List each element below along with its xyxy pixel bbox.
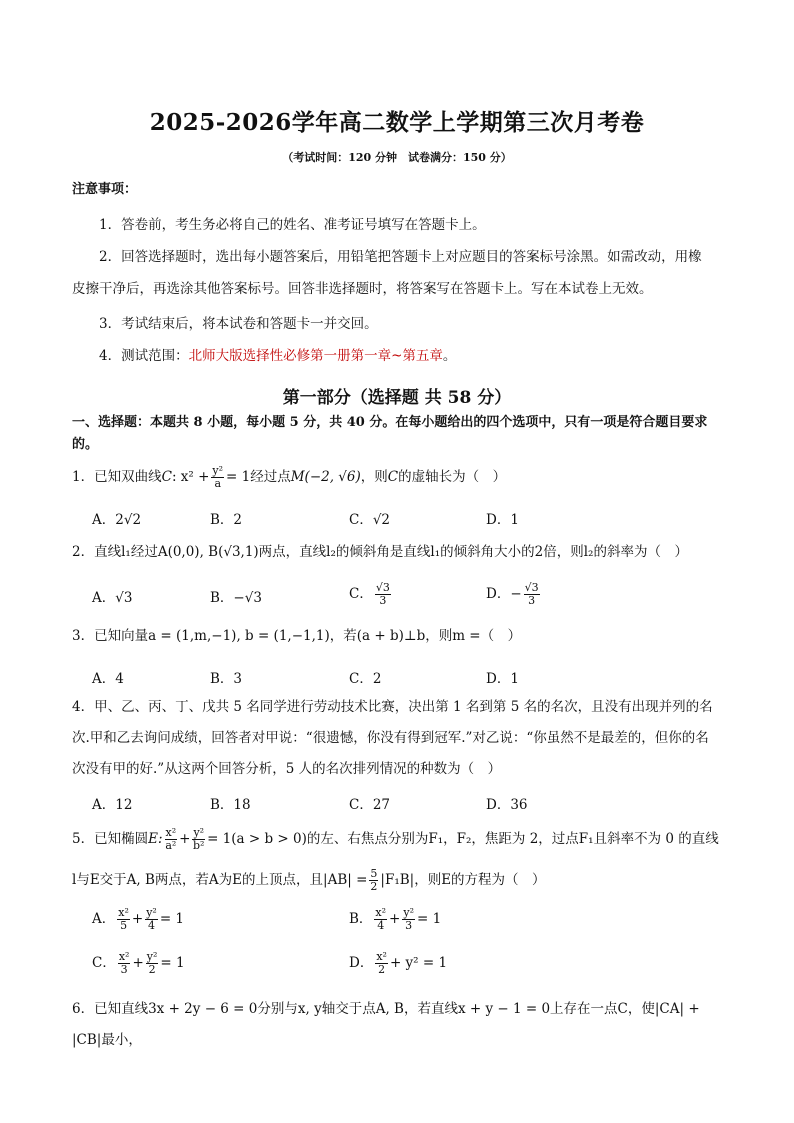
q2-option-c-num: √3 [375,581,390,594]
q2-option-c[interactable] [349,582,393,607]
q5-b-frac-1 [374,907,387,932]
q5-b-d1: 4 [377,919,385,932]
q5-frac-1-num: x² [165,826,177,839]
q3-option-a[interactable]: A．4 [92,671,124,687]
q5-text-b: E: [148,831,163,847]
q2-option-d-fraction [524,582,540,607]
q1-frac-den: a [214,477,221,490]
q1-text-g: C [387,469,399,485]
q5-frac-2-den: b² [193,839,205,852]
q1-text-b: C [161,469,172,485]
note-4-range: 北师大版选择性必修第一册第一章~第五章 [188,348,443,364]
q5-d-label: D． [349,955,374,971]
q1-text-f: ，则 [360,469,388,485]
q5-line2-fraction [369,868,378,893]
q5-c-n2: y² [146,950,158,963]
q2-option-c-fraction [375,582,391,607]
q4-option-d[interactable]: D．36 [486,797,528,813]
q5-b-n2: y² [403,906,414,919]
q5-a-d2: 4 [148,919,155,932]
q5-line2-a: l与E交于A, B两点，若A为E的上顶点，且|AB| = [72,872,368,888]
q5-frac-2-num: y² [193,826,205,839]
q5-frac-2 [192,827,205,852]
q5-a-label: A． [92,911,116,927]
q1-option-c[interactable]: C．√2 [349,512,391,528]
note-3: 3．考试结束后，将本试卷和答题卡一并交回。 [99,316,378,332]
question-6: 6．已知直线3x + 2y − 6 = 0分别与x, y轴交于点A, B，若直线x + y − 1 = 0上存在一点C，使|CA| + |CB|最小， [72,1001,700,1048]
q2-option-d[interactable] [486,582,542,607]
q1-option-b[interactable]: B．2 [210,512,243,528]
q5-b-d2: 3 [405,919,413,932]
exam-subtitle: （考试时间：120 分钟 试卷满分：150 分） [282,151,512,164]
q5-a-tail: = 1 [159,911,185,927]
q2-option-c-den: 3 [379,594,387,607]
q3-option-b[interactable]: B．3 [210,671,243,687]
q5-c-d2: 2 [148,963,156,976]
q5-b-tail: = 1 [416,911,442,927]
q5-option-c[interactable]: C． $\frac{\text{x²}}{3}$ + $\frac{\text{y²}}{2}$ = 1 [92,950,185,976]
q5-c-tail: = 1 [160,955,185,971]
q1-option-d[interactable]: D．1 [486,512,519,528]
q5-b-n1: x² [375,906,387,919]
q5-a-n1: x² [118,906,129,919]
q1-option-a[interactable]: A．2√2 [92,512,142,528]
q5-b-label: B． [349,911,373,927]
q3-option-c[interactable]: C．2 [349,671,382,687]
q5-option-d[interactable] [349,951,447,976]
question-4-line-3: 次没有甲的好.”从这两个回答分析，5 人的名次排列情况的种数为（ ） [72,761,502,777]
q5-d-tail: + y² = 1 [389,955,448,971]
question-1 [72,462,724,493]
question-3: 3．已知向量a = (1,m,−1), b = (1,−1,1)，若(a + b)⊥b，则m =（ ） [72,628,522,644]
q5-d-n1: x² [376,950,387,963]
q5-text-c: = 1(a > b > 0)的左、右焦点分别为F₁，F₂，焦距为 2，过点F₁且斜率不为 0 的直线 [207,831,719,847]
q5-d-d1: 2 [378,963,386,976]
q2-option-a[interactable]: A．√3 [92,590,133,606]
q2-option-c-label: C． [349,586,373,602]
q5-c-label: C． [92,955,116,971]
q5-a-frac-1 [117,907,130,932]
q5-a-frac-2 [145,907,158,932]
q1-text-e: M(−2, √6) [290,469,361,485]
q1-text-a: 1．已知双曲线 [72,469,162,485]
q5-d-frac-1 [375,951,388,976]
q5-c-frac-1 [118,951,131,976]
q2-option-d-num: √3 [524,581,539,594]
note-4 [72,340,724,372]
note-2-line-2: 皮擦干净后，再选涂其他答案标号。回答非选择题时，将答案写在答题卡上。写在本试卷上无效。 [72,281,653,297]
q1-fraction [211,465,224,490]
q5-c-frac-2 [146,951,159,976]
q3-option-d[interactable]: D．1 [486,671,519,687]
question-5-line-1 [72,824,724,855]
q5-a-d1: 5 [120,919,128,932]
question-5-line-2 [72,865,724,896]
note-4-prefix: 4．测试范围： [99,348,189,364]
notes-heading: 注意事项： [72,182,138,197]
question-2: 2．直线l₁经过A(0,0), B(√3,1)两点，直线l₂的倾斜角是直线l₁的倾斜角大小的2倍，则l₂的斜率为（ ） [72,544,688,560]
q5-frac-1 [165,827,178,852]
q5-line2-num: 5 [370,867,378,880]
q5-c-d1: 3 [120,963,128,976]
q2-option-d-label: D．− [486,586,522,602]
q5-option-b[interactable]: B． $\frac{\text{x²}}{4}$ + $\frac{\text{y²}}{3}$ = 1 [349,906,442,932]
q5-frac-1-den: a² [165,839,177,852]
q4-option-a[interactable]: A．12 [92,797,133,813]
q5-line2-b: |F₁B|，则E的方程为（ ） [380,872,546,888]
question-4-line-2: 次.甲和乙去询问成绩，回答者对甲说：“很遗憾，你没有得到冠军.”对乙说：“你虽然不是最差的，但你的名 [72,730,709,746]
q1-text-h: 的虚轴长为（ ） [398,469,507,485]
q1-text-c: : x² + [171,469,210,485]
section-title: 第一部分（选择题 共 58 分） [282,388,512,408]
q5-line2-den: 2 [370,880,378,893]
q1-text-d: = 1经过点 [226,469,291,485]
q5-option-a[interactable]: A． $\frac{\text{x²}}{5}$ + $\frac{\text{y²}}{4}$ = 1 [92,906,185,932]
q5-c-n1: x² [118,950,130,963]
q4-option-c[interactable]: C．27 [349,797,391,813]
q5-text-a: 5．已知椭圆 [72,831,149,847]
note-1: 1．答卷前，考生务必将自己的姓名、准考证号填写在答题卡上。 [99,217,486,233]
q2-option-b[interactable]: B．−√3 [210,590,262,606]
question-4-line-1: 4．甲、乙、丙、丁、戊共 5 名同学进行劳动技术比赛，决出第 1 名到第 5 名的名次，且没有出现并列的名 [72,699,713,715]
q4-option-b[interactable]: B．18 [210,797,251,813]
q5-b-frac-2 [402,907,415,932]
note-4-suffix: 。 [442,348,457,364]
q5-a-n2: y² [146,906,157,919]
q5-plus: + [179,831,191,847]
section-instruction: 一、选择题：本题共 8 小题，每小题 5 分，共 40 分。在每小题给出的四个选项中，只有一项是符合题目要求的。 [72,415,708,452]
exam-title: 2025-2026学年高二数学上学期第三次月考卷 [149,109,645,136]
note-2-line-1: 2．回答选择题时，选出每小题答案后，用铅笔把答题卡上对应题目的答案标号涂黑。如需改动，用橡 [99,249,702,265]
q1-frac-num: y² [212,464,224,477]
q2-option-d-den: 3 [528,594,536,607]
